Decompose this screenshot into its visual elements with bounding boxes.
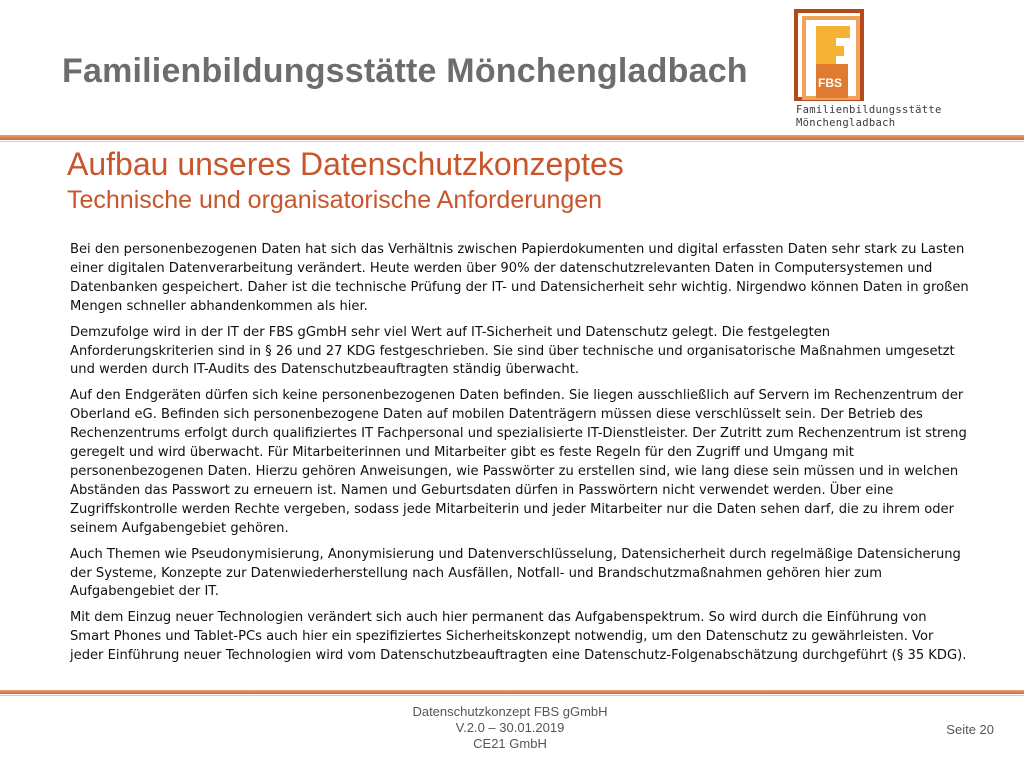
logo-line-1: Familienbildungsstätte <box>796 104 942 116</box>
paragraph-2: Demzufolge wird in der IT der FBS gGmbH sehr viel Wert auf IT-Sicherheit und Datenschutz gelegt. Die festgelegten Anforderungskriterien sind in § 26 und 27 KDG festgeschrieben. Sie sind über technische und organisatorische Maßnahmen umgesetzt und werden durch IT-Audits des Datenschutzbeauftragten ständig überwacht. <box>70 324 955 378</box>
paragraph-3: Auf den Endgeräten dürfen sich keine personenbezogenen Daten befinden. Sie liegen ausschließlich auf Servern im Rechenzentrum der Oberland eG. Befinden sich personenbezogene Daten auf mobilen Datenträgern müssen diese verschlüsselt sein. Der Betrieb des Rechenzentrums erfolgt durch qualifiziertes IT Fachpersonal und spezialisierte IT-Dienstleister. Der Zutritt zum Rechenzentrum ist streng geregelt und wird überwacht. Für Mitarbeiterinnen und Mitarbeiter gibt es feste Regeln für den Zugriff und Umgang mit personenbezogenen Daten. Hierzu gehören Anweisungen, wie Passwörter zu erstellen sind, wie lang diese sein müssen und in welchen Abständen das Passwort zu erneuern ist. Namen und Geburtsdaten dürfen in Passwörtern nicht verwendet werden. Über eine Zugriffskontrolle werden Rechte vergeben, sodass jede Mitarbeiterin und jeder Mitarbeiter nur die Daten sehen darf, die zu ihrem oder seinem Aufgabengebiet gehören. <box>70 388 967 536</box>
footer-version: V.2.0 – 30.01.2019 <box>455 720 565 735</box>
section-title: Aufbau unseres Datenschutzkonzeptes <box>67 146 624 182</box>
paragraph-4: Auch Themen wie Pseudonymisierung, Anonymisierung und Datenverschlüsselung, Datensicherheit durch regelmäßige Datensicherung der Systeme, Konzepte zur Datenwiederherstellung nach Ausfällen, Notfall- und Brandschutzmaßnahmen gehören hier zum Aufgabengebiet der IT. <box>70 546 961 600</box>
paragraph-5: Mit dem Einzug neuer Technologien verändert sich auch hier permanent das Aufgabenspektrum. So wird durch die Einführung von Smart Phones und Tablet-PCs auch hier ein spezifiziertes Sicherheitskonzept notwendig, um den Datenschutz zu gewährleisten. Vor jeder Einführung neuer Technologien wird vom Datenschutzbeauftragten eine Datenschutz-Folgenabschätzung durchgeführt (§ 35 KDG). <box>70 610 967 664</box>
paragraph-1: Bei den personenbezogenen Daten hat sich das Verhältnis zwischen Papierdokumenten und digital erfassten Daten sehr stark zu Lasten einer digitalen Datenverarbeitung verändert. Heute werden über 90% der datenschutzrelevanten Daten in Computersystemen und Datenbanken gespeichert. Daher ist die technische Prüfung der IT- und Datensicherheit sehr wichtig. Nirgendwo können Daten in großen Mengen schneller abhandenkommen als hier. <box>70 242 969 314</box>
header-divider <box>0 135 1024 140</box>
logo-mark-text: FBS <box>818 76 842 90</box>
logo-wordmark <box>796 104 942 130</box>
header-title: Familienbildungsstätte Mönchengladbach <box>62 52 748 90</box>
footer-document-title: Datenschutzkonzept FBS gGmbH <box>412 704 608 719</box>
footer-company: CE21 GmbH <box>473 736 547 751</box>
footer <box>360 704 660 752</box>
header-divider-shadow <box>0 141 1024 142</box>
footer-divider <box>0 690 1024 694</box>
logo-line-2: Mönchengladbach <box>796 117 896 129</box>
body-text <box>70 241 970 673</box>
page-number: Seite 20 <box>946 722 994 737</box>
section-subtitle: Technische und organisatorische Anforderungen <box>67 186 603 214</box>
footer-divider-shadow <box>0 695 1024 696</box>
